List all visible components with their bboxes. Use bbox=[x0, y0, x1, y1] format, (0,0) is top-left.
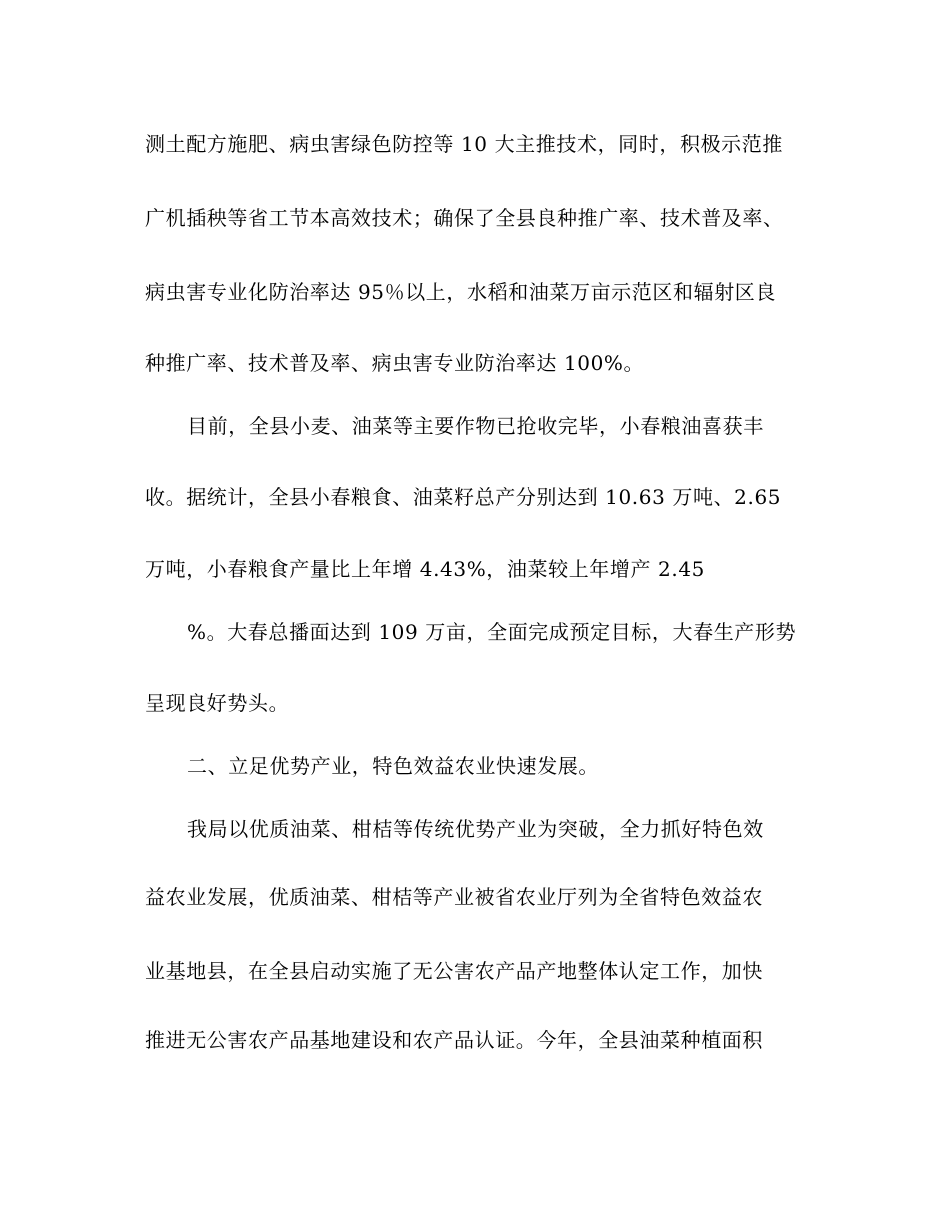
paragraph-line: 病虫害专业化防治率达 95％以上，水稻和油菜万亩示范区和辐射区良 bbox=[145, 280, 777, 304]
section-heading: 二、立足优势产业，特色效益农业快速发展。 bbox=[187, 754, 599, 778]
paragraph-line: 业基地县，在全县启动实施了无公害农产品产地整体认定工作，加快 bbox=[145, 959, 763, 983]
paragraph-line: %。大春总播面达到 109 万亩，全面完成预定目标，大春生产形势 bbox=[187, 620, 797, 644]
paragraph-line: 广机插秧等省工节本高效技术；确保了全县良种推广率、技术普及率、 bbox=[145, 206, 784, 230]
paragraph-line: 收。据统计，全县小春粮食、油菜籽总产分别达到 10.63 万吨、2.65 bbox=[145, 485, 782, 509]
paragraph-line: 种推广率、技术普及率、病虫害专业防治率达 100%。 bbox=[145, 351, 645, 375]
paragraph-line: 万吨，小春粮食产量比上年增 4.43%，油菜较上年增产 2.45 bbox=[145, 557, 705, 581]
paragraph-line: 测土配方施肥、病虫害绿色防控等 10 大主推技术，同时，积极示范推 bbox=[145, 132, 783, 156]
paragraph-line: 益农业发展，优质油菜、柑桔等产业被省农业厅列为全省特色效益农 bbox=[145, 885, 763, 909]
paragraph-line: 呈现良好势头。 bbox=[145, 691, 290, 715]
paragraph-line: 推进无公害农产品基地建设和农产品认证。今年，全县油菜种植面积 bbox=[145, 1028, 763, 1052]
paragraph-line: 我局以优质油菜、柑桔等传统优势产业为突破，全力抓好特色效 bbox=[187, 817, 764, 841]
paragraph-line: 目前，全县小麦、油菜等主要作物已抢收完毕，小春粮油喜获丰 bbox=[187, 414, 764, 438]
